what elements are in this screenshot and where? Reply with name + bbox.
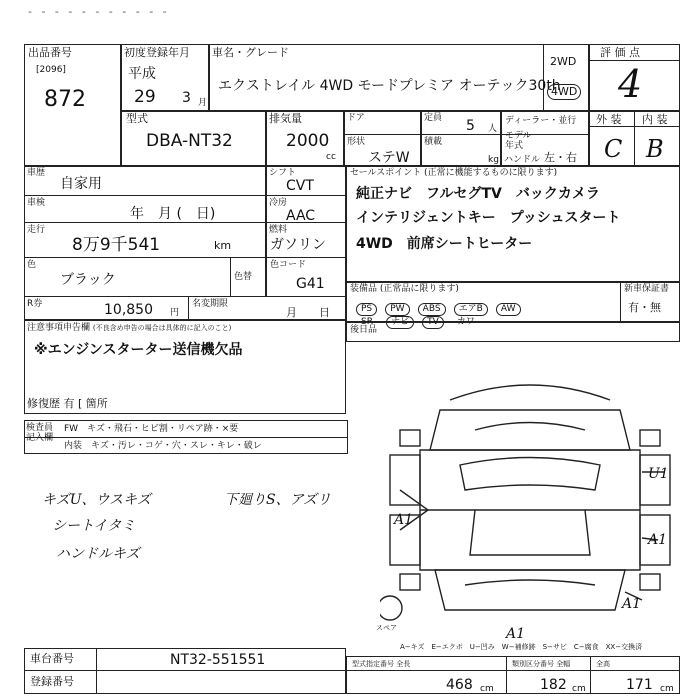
fuel-value: ガソリン	[270, 237, 326, 253]
first-reg-era: 平成	[128, 66, 156, 82]
new-car-cert-value: 有・無	[628, 301, 661, 314]
shape-label: 形状	[347, 137, 366, 147]
score-label: 評 価 点	[600, 46, 640, 59]
shape-value: ステW	[368, 150, 410, 166]
mileage-unit: km	[214, 239, 232, 252]
wheel-fr	[640, 430, 660, 446]
first-reg-month: 3	[182, 90, 191, 106]
shift-value: CVT	[286, 178, 314, 194]
model-label: 型式	[126, 112, 148, 125]
inspection-label: 車検	[27, 198, 46, 208]
inspector-row-1: FW キズ・飛石・ヒビ割・リペア跡・×要	[64, 424, 239, 434]
length-label: 型式指定番号 全長	[352, 660, 411, 668]
car-name-value: エクストレイル 4WD モードプレミア オーテック30th	[218, 78, 561, 94]
name-change-label: 名変期限	[192, 299, 229, 309]
left-front-door	[390, 455, 420, 505]
interior-value: B	[646, 135, 664, 163]
lot-number: 872	[44, 87, 86, 112]
exterior-value: C	[604, 135, 623, 163]
color-code-label: 色コード	[270, 260, 307, 270]
equip-airbag: エアB	[454, 303, 488, 316]
mileage-label: 走行	[27, 225, 46, 235]
doors-label: ドア	[347, 113, 365, 123]
height-value: 171	[626, 677, 653, 693]
chassis-value: NT32-551551	[170, 652, 266, 668]
displacement-value: 2000	[286, 131, 330, 151]
length-value: 468	[446, 677, 473, 693]
equip-abs: ABS	[418, 303, 446, 316]
mark-a1-bottom: A1	[506, 626, 526, 642]
damage-legend: A−キズ E−エクボ U−凹み W−補修跡 S−サビ C−腐食 XX−交換済	[400, 643, 643, 651]
caution-sublabel: (不良含め申告の場合は具体的に記入のこと)	[92, 324, 232, 332]
mileage-value: 8万9千541	[72, 235, 161, 255]
mark-a1-left: A1	[394, 512, 414, 528]
score-value: 4	[618, 62, 643, 106]
height-unit: cm	[660, 684, 674, 694]
caution-label	[27, 323, 231, 333]
displacement-unit: cc	[326, 152, 336, 162]
top-marks: - - - - - - - - - - -	[28, 5, 170, 18]
first-reg-year: 29	[134, 87, 156, 107]
exterior-label: 外 装	[596, 113, 622, 126]
drive-2wd: 2WD	[550, 55, 577, 68]
header-block	[24, 44, 680, 166]
recycle-value: 10,850	[104, 302, 153, 318]
inspector-label: 検査員 記入欄	[26, 423, 54, 443]
reg-no-label: 登録番号	[30, 675, 74, 688]
lot-sub: [2096]	[36, 65, 66, 75]
note-line-1: キズU、ウスキズ	[42, 492, 151, 508]
mark-u1: U1	[648, 466, 669, 482]
dealer-label: ディーラー・並行	[505, 116, 577, 126]
ac-label: 冷房	[269, 198, 288, 208]
color-change-label: 色替	[234, 272, 253, 282]
name-change-value: 月 日	[286, 306, 330, 319]
equip-pw: PW	[385, 303, 409, 316]
load-label: 積載	[424, 137, 443, 147]
handle-label: ハンドル	[504, 155, 541, 165]
roof-outline	[470, 510, 590, 555]
sales-points-label: セールスポイント (正常に機能するものに限ります)	[350, 168, 558, 178]
note-line-1b: 下廻りS、アズリ	[224, 492, 332, 508]
wheel-rl	[400, 574, 420, 590]
load-unit: kg	[488, 155, 499, 165]
color-value: ブラック	[60, 272, 116, 288]
first-reg-month-unit: 月	[198, 98, 208, 108]
wheel-fl	[400, 430, 420, 446]
aftermarket-label: 後日品	[350, 325, 378, 335]
model-year-label: モデル年式	[505, 131, 532, 151]
car-type-label: 車歴	[27, 168, 46, 178]
equip-ps: PS	[356, 303, 377, 316]
repair-history	[27, 398, 108, 410]
equip-aw: AW	[496, 303, 521, 316]
spare-label: スペア	[376, 624, 397, 632]
inspector-row-2: 内装 キズ・汚レ・コゲ・穴・スレ・キレ・破レ	[64, 441, 262, 451]
equipment-label: 装備品 (正常品に限ります)	[350, 284, 459, 294]
capacity-unit: 人	[488, 124, 498, 134]
color-label: 色	[27, 260, 37, 270]
new-car-cert-label: 新車保証書	[624, 284, 670, 294]
car-type-value: 自家用	[60, 176, 102, 192]
rear-outline	[435, 570, 625, 610]
caution-title: 注意事項申告欄	[27, 323, 91, 333]
sales-point-3: 4WD 前席シートヒーター	[356, 236, 533, 252]
note-line-3: ハンドルキズ	[56, 546, 140, 562]
repair-label: 修復歴	[27, 397, 60, 410]
equip-tv: TV	[422, 316, 444, 329]
sales-point-2: インテリジェントキー プッシュスタート	[356, 210, 621, 226]
chassis-label: 車台番号	[30, 652, 74, 665]
inspection-value: 年 月 ( 日)	[130, 206, 216, 222]
wheel-rr	[640, 574, 660, 590]
shift-label: シフト	[269, 168, 297, 178]
spare-tire	[380, 596, 402, 620]
interior-label: 内 装	[642, 113, 668, 126]
caution-value: ※エンジンスターター送信機欠品	[34, 342, 243, 358]
recycle-label: R券	[27, 299, 43, 309]
equip-leather: カワ	[456, 317, 475, 327]
front-bumper-outline	[450, 385, 610, 400]
equip-sr: SR	[361, 317, 373, 327]
aftermarket-block	[346, 322, 680, 342]
windshield-outline	[460, 458, 600, 491]
drive-4wd-circled: 4WD	[547, 84, 581, 100]
displacement-label: 排気量	[269, 112, 302, 125]
repair-value: 有 [ 箇所	[63, 397, 108, 410]
model-value: DBA-NT32	[146, 131, 233, 151]
mark-a1-right: A1	[648, 532, 668, 548]
car-name-label: 車名・グレード	[212, 46, 289, 59]
width-unit: cm	[572, 684, 586, 694]
capacity-value: 5	[466, 118, 475, 134]
lot-label: 出品番号	[28, 46, 72, 59]
width-label: 類別区分番号 全幅	[512, 660, 571, 668]
mark-a1-rear: A1	[622, 596, 642, 612]
height-label: 全高	[596, 660, 610, 668]
equip-navi: ナビ	[386, 316, 414, 329]
width-value: 182	[540, 677, 567, 693]
capacity-label: 定員	[424, 113, 443, 123]
color-code-value: G41	[296, 276, 325, 292]
recycle-unit: 円	[170, 308, 180, 318]
fuel-label: 燃料	[269, 225, 288, 235]
sales-point-1: 純正ナビ フルセグTV バックカメラ	[356, 186, 600, 202]
hood-outline	[430, 410, 630, 450]
first-reg-label: 初度登録年月	[124, 46, 190, 59]
note-line-2: シートイタミ	[52, 518, 136, 534]
handle-value: 左・右	[544, 151, 577, 164]
length-unit: cm	[480, 684, 494, 694]
ac-value: AAC	[286, 208, 316, 224]
